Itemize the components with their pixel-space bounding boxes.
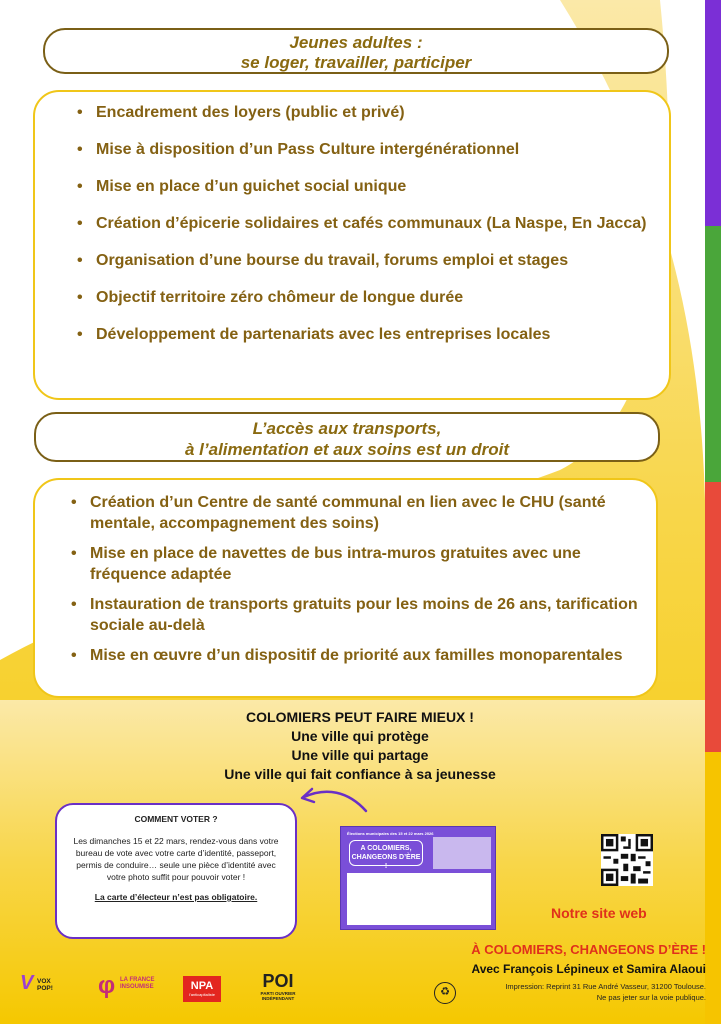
section1-title-line2: se loger, travailler, participer bbox=[240, 53, 472, 72]
list-item: • Mise en œuvre d’un dispositif de priorité aux familles monoparentales bbox=[90, 645, 650, 666]
section1-list bbox=[96, 102, 656, 361]
slogan-line4: Une ville qui fait confiance à sa jeunesse bbox=[224, 766, 496, 782]
poi-logo bbox=[252, 972, 304, 1001]
poi-subtext: PARTI OUVRIER INDÉPENDANT bbox=[260, 991, 296, 1001]
vox-pop-mark: V bbox=[20, 972, 34, 994]
slogan-line2: Une ville qui protège bbox=[291, 728, 429, 744]
footer-candidates: Avec François Lépineux et Samira Alaoui bbox=[471, 962, 706, 976]
vox-pop-text: VOX POP! bbox=[37, 978, 53, 992]
how-to-vote-box bbox=[55, 803, 297, 939]
flyer-header: Élections municipales des 15 et 22 mars 2026 bbox=[347, 831, 434, 836]
recycle-icon: ♻ bbox=[434, 982, 456, 1004]
vox-pop-logo bbox=[20, 972, 66, 995]
npa-text: NPA bbox=[190, 980, 214, 992]
stripe-green bbox=[705, 226, 721, 482]
print-line1: Impression: Reprint 31 Rue André Vasseur, 31200 Toulouse. bbox=[505, 982, 706, 991]
candidates-photo bbox=[433, 837, 491, 869]
list-item: • Mise en place de navettes de bus intra-muros gratuites avec une fréquence adaptée bbox=[90, 543, 650, 585]
section2-list bbox=[90, 492, 650, 675]
vote-text: Les dimanches 15 et 22 mars, rendez-vous dans votre bureau de vote avec votre carte d’identité, passeport, permis de conduire… seule une pièce d’identité avec votre photo suffit pour pouvoir voter ! bbox=[73, 836, 279, 882]
section1-title-line1: Jeunes adultes : bbox=[289, 33, 423, 52]
flyer-thumbnail bbox=[340, 826, 496, 930]
vote-note: La carte d’électeur n’est pas obligatoire. bbox=[94, 892, 258, 902]
candidate-list-preview bbox=[347, 873, 491, 925]
section2-card bbox=[33, 478, 658, 698]
list-item: • Développement de partenariats avec les entreprises locales bbox=[96, 324, 656, 345]
npa-subtext: l'anticapitaliste bbox=[189, 992, 215, 997]
stripe-purple bbox=[705, 0, 721, 226]
section1-title bbox=[43, 28, 669, 74]
section2-title-line2: à l’alimentation et aux soins est un droit bbox=[184, 440, 509, 459]
stripe-yellow bbox=[705, 752, 721, 1024]
footer-headline: À COLOMIERS, CHANGEONS D’ÈRE ! bbox=[471, 942, 706, 957]
list-item: • Objectif territoire zéro chômeur de longue durée bbox=[96, 287, 656, 308]
list-item: • Organisation d’une bourse du travail, forums emploi et stages bbox=[96, 250, 656, 271]
section1-card bbox=[33, 90, 671, 400]
section2-title-line1: L’accès aux transports, bbox=[252, 419, 442, 438]
print-line2: Ne pas jeter sur la voie publique. bbox=[596, 993, 706, 1002]
qr-code-icon[interactable] bbox=[601, 834, 653, 886]
slogan-line1: COLOMIERS PEUT FAIRE MIEUX ! bbox=[246, 709, 474, 725]
slogan bbox=[150, 708, 570, 784]
curved-arrow-icon bbox=[292, 785, 372, 815]
slogan-line3: Une ville qui partage bbox=[291, 747, 429, 763]
list-item: • Instauration de transports gratuits pour les moins de 26 ans, tarification sociale au-delà bbox=[90, 594, 650, 636]
list-item: • Création d’un Centre de santé communal en lien avec le CHU (santé mentale, accompagnement des soins) bbox=[90, 492, 650, 534]
section2-title bbox=[34, 412, 660, 462]
print-info bbox=[460, 981, 706, 1003]
npa-logo bbox=[183, 976, 221, 1002]
poi-text: POI bbox=[262, 971, 294, 991]
list-item: • Encadrement des loyers (public et privé) bbox=[96, 102, 656, 123]
list-item: • Mise en place d’un guichet social unique bbox=[96, 176, 656, 197]
stripe-red bbox=[705, 482, 721, 752]
website-label[interactable]: Notre site web bbox=[551, 905, 647, 921]
list-item: • Création d’épicerie solidaires et cafés communaux (La Naspe, En Jacca) bbox=[96, 213, 656, 234]
france-insoumise-text: LA FRANCE INSOUMISE bbox=[120, 977, 155, 990]
flyer-title: A COLOMIERS, CHANGEONS D’ÈRE ! bbox=[349, 840, 423, 866]
list-item: • Mise à disposition d’un Pass Culture intergénérationnel bbox=[96, 139, 656, 160]
vote-title: COMMENT VOTER ? bbox=[134, 814, 218, 824]
france-insoumise-mark: φ bbox=[98, 972, 116, 999]
france-insoumise-logo bbox=[98, 972, 158, 1000]
